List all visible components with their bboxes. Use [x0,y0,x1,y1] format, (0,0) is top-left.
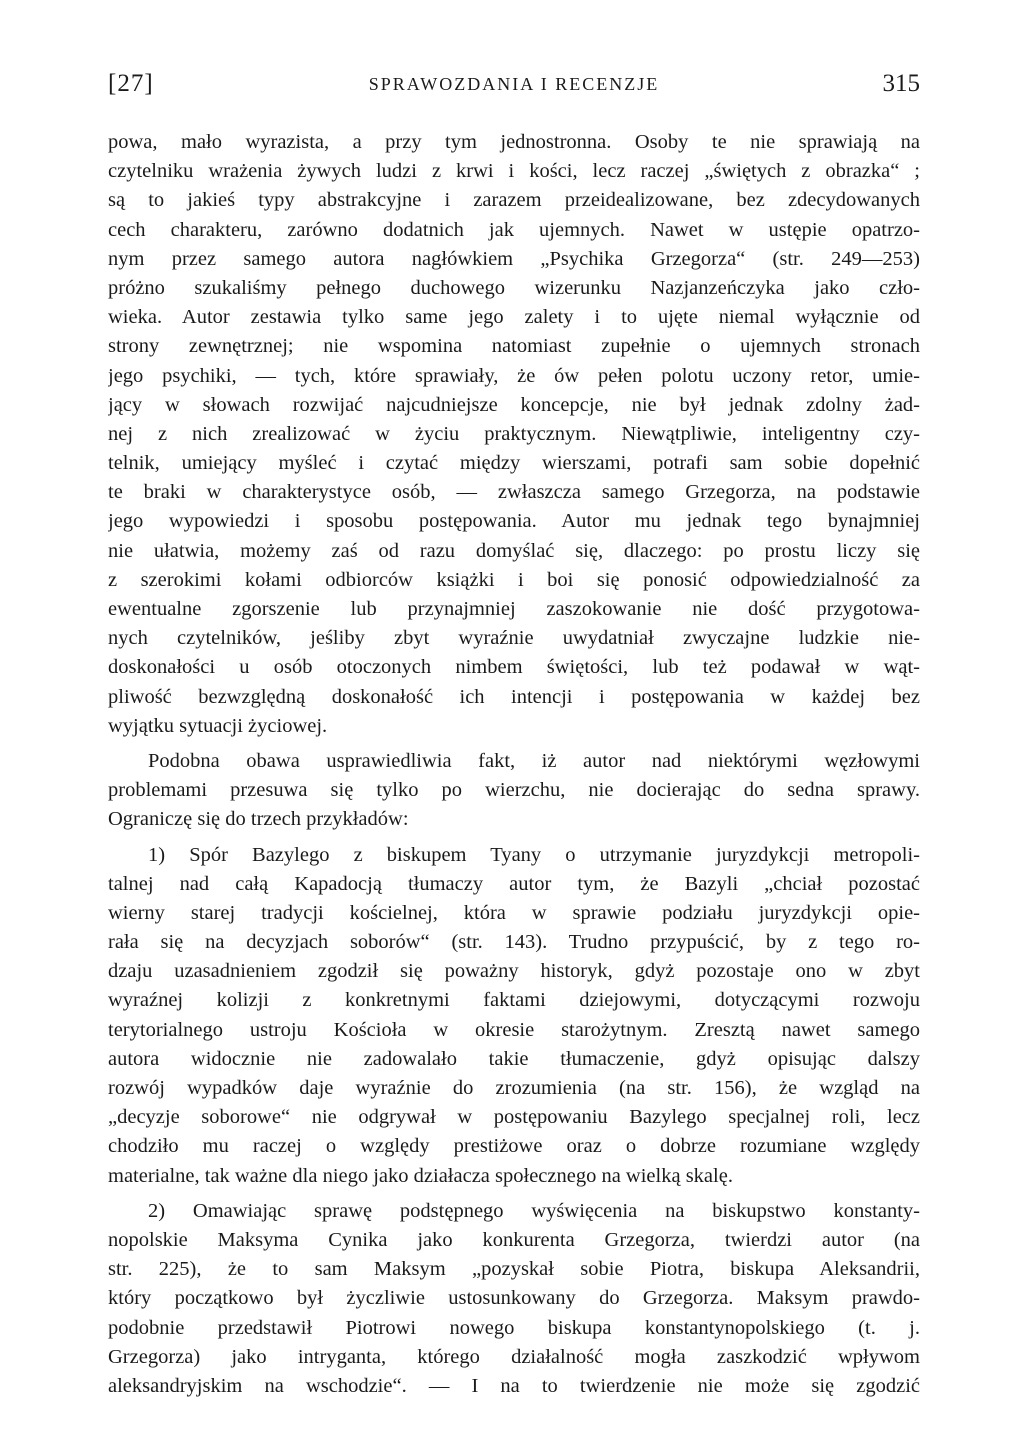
text-line: nie ułatwia, możemy zaś od razu domyślać się, dlaczego: po prostu liczy się [108,539,920,562]
text-line: „decyzje soborowe“ nie odgrywał w postępowaniu Bazylego specjalnej roli, lecz [108,1106,920,1129]
body-text [108,128,920,1401]
text-line: są to jakieś typy abstrakcyjne i zarazem przeidealizowane, bez zdecydowanych [108,189,920,212]
text-line: talnej nad całą Kapadocją tłumaczy autor tym, że Bazyli „chciał pozostać [108,872,920,895]
paragraph [108,747,920,835]
text-line: str. 225), że to sam Maksym „pozyskał sobie Piotra, biskupa Aleksandrii, [108,1258,920,1281]
text-line: terytorialnego ustroju Kościoła w okresie starożytnym. Zresztą nawet samego [108,1018,920,1041]
paragraph [108,841,920,1191]
text-line: chodziło mu raczej o względy prestiżowe oraz o dobrze rozumiane względy [108,1135,920,1158]
text-line: Ograniczę się do trzech przykładów: [108,808,409,831]
text-line: pliwość bezwzględną doskonałość ich intencji i postępowania w każdej bez [108,685,920,708]
text-line: nopolskie Maksyma Cynika jako konkurenta Grzegorza, twierdzi autor (na [108,1228,920,1251]
section-number: [27] [108,70,154,97]
text-line: telnik, umiejący myśleć i czytać między wierszami, potrafi sam sobie dopełnić [108,452,920,475]
text-line: te braki w charakterystyce osób, — zwłaszcza samego Grzegorza, na podstawie [108,481,920,504]
text-line: podobnie przedstawił Piotrowi nowego biskupa konstantynopolskiego (t. j. [108,1316,920,1339]
text-line: 1) Spór Bazylego z biskupem Tyany o utrzymanie juryzdykcji metropoli- [148,843,920,866]
text-line: doskonałości u osób otoczonych nimbem świętości, lub też podawał w wąt- [108,656,920,679]
text-line: aleksandryjskim na wschodzie“. — I na to twierdzenie nie może się zgodzić [108,1374,920,1397]
text-line: jego psychiki, — tych, które sprawiały, że ów pełen polotu uczony retor, umie- [108,364,920,387]
paragraph [108,1197,920,1401]
running-head [108,62,920,108]
text-line: jący w słowach rozwijać najcudniejsze koncepcje, nie był jednak zdolny żad- [108,393,920,416]
text-line: problemami przesuwa się tylko po wierzchu, nie docierając do sedna sprawy. [108,779,920,802]
text-line: powa, mało wyrazista, a przy tym jednostronna. Osoby te nie sprawiają na [108,131,920,153]
text-line: ewentualne zgorszenie lub przynajmniej zaszokowanie nie dość przygotowa- [108,598,920,620]
text-line: wyraźnej kolizji z konkretnymi faktami dziejowymi, dotyczącymi rozwoju [108,989,920,1012]
running-title: SPRAWOZDANIA I RECENZJE [368,74,660,94]
text-line: z szerokimi kołami odbiorców książki i boi się ponosić odpowiedzialność za [108,568,920,591]
text-line: jego wypowiedzi i sposobu postępowania. Autor mu jednak tego bynajmniej [108,510,920,533]
text-line: dzaju uzasadnieniem zgodził się poważny historyk, gdyż pozostaje ono w zbyt [108,960,920,983]
page [108,62,920,1401]
text-line: Grzegorza) jako intryganta, którego działalność mogła zaszkodzić wpływom [108,1345,920,1368]
text-line: nej z nich zrealizować w życiu praktycznym. Niewątpliwie, inteligentny czy- [108,422,920,445]
text-line: rozwój wypadków daje wyraźnie do zrozumienia (na str. 156), że wzgląd na [108,1077,920,1099]
text-line: wieka. Autor zestawia tylko same jego zalety i to ujęte niemal wyłącznie od [108,306,920,329]
text-line: wyjątku sytuacji życiowej. [108,714,328,737]
text-line: 2) Omawiając sprawę podstępnego wyświęcenia na biskupstwo konstanty- [148,1199,920,1222]
text-line: wierny starej tradycji kościelnej, która w sprawie podziału juryzdykcji opie- [108,901,920,924]
text-line: materialne, tak ważne dla niego jako działacza społecznego na wielką skalę. [108,1164,733,1187]
paragraph [108,128,920,741]
text-line: nych czytelników, jeśliby zbyt wyraźnie uwydatniał zwyczajne ludzkie nie- [108,627,920,650]
text-line: Podobna obawa usprawiedliwia fakt, iż autor nad niektórymi węzłowymi [148,749,920,772]
text-line: próżno szukaliśmy pełnego duchowego wizerunku Nazjanzeńczyka jako czło- [108,276,920,299]
text-line: nym przez samego autora nagłówkiem „Psychika Grzegorza“ (str. 249—253) [108,247,920,270]
text-line: cech charakteru, zarówno dodatnich jak ujemnych. Nawet w ustępie opatrzo- [108,218,920,241]
text-line: autora widocznie nie zadowalało takie tłumaczenie, gdyż opisując dalszy [108,1047,920,1070]
text-line: czytelniku wrażenia żywych ludzi z krwi i kości, lecz raczej „świętych z obrazka“ ; [108,160,920,183]
text-line: rała się na decyzjach soborów“ (str. 143). Trudno przypuścić, by z tego ro- [108,931,920,954]
text-line: który początkowo był życzliwie ustosunkowany do Grzegorza. Maksym prawdo- [108,1287,920,1310]
page-number: 315 [882,70,920,97]
text-line: strony zewnętrznej; nie wspomina natomiast zupełnie o ujemnych stronach [108,335,920,358]
